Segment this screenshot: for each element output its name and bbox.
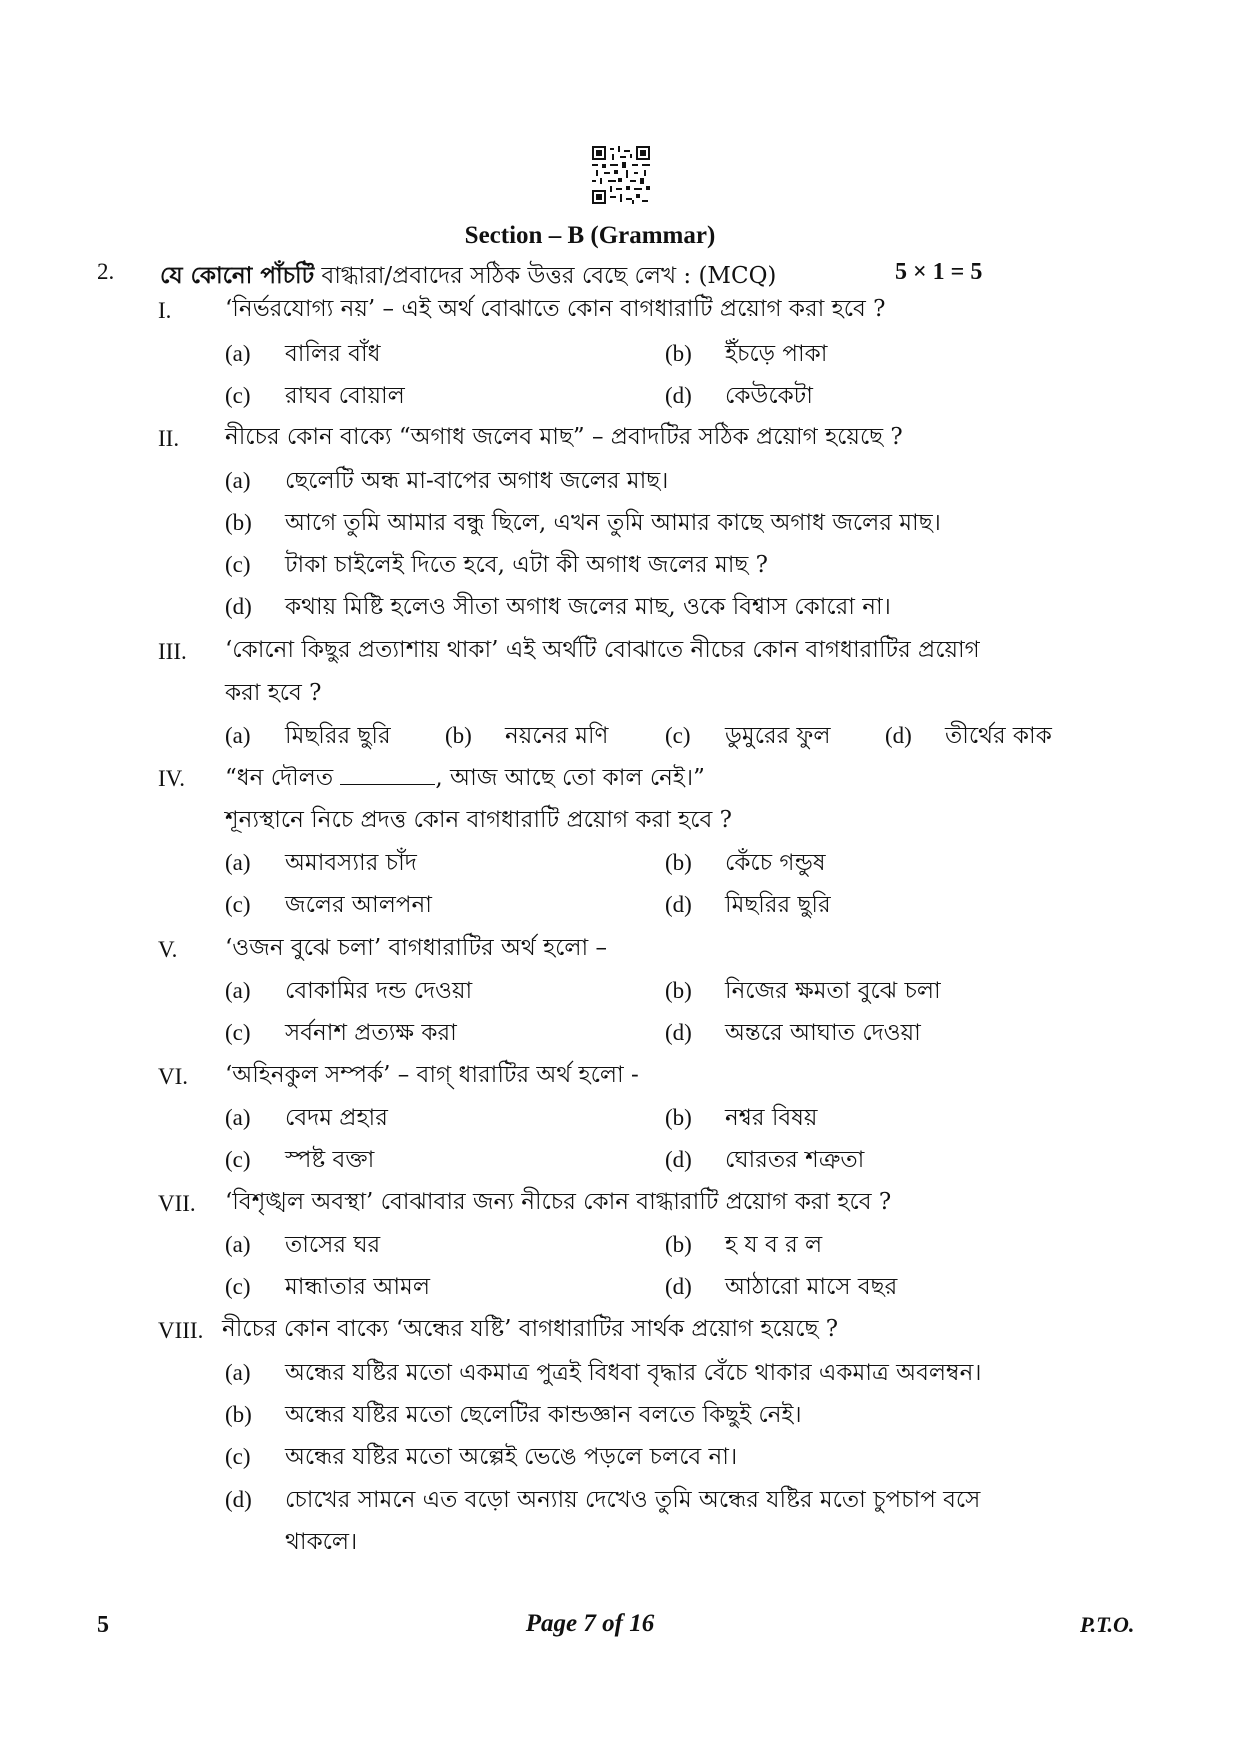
option: (d) তীর্থের কাক (885, 723, 1052, 749)
item-number: VII. (158, 1191, 196, 1216)
qr-code (592, 146, 650, 204)
item-number: V. (158, 937, 178, 962)
item-question: ‘অহিনকুল সম্পর্ক’ – বাগ্ ধারাটির অর্থ হলো - (225, 1062, 639, 1088)
instruction-bold: যে কোনো পাঁচটি (160, 262, 315, 289)
question-marks: 5 × 1 = 5 (895, 259, 983, 285)
fill-blank (340, 762, 435, 785)
item-question: “ধন দৌলত , আজ আছে তো কাল নেই।” (225, 762, 705, 793)
option: (a) ছেলেটি অন্ধ মা-বাপের অগাধ জলের মাছ। (225, 468, 669, 494)
option: (d) আঠারো মাসে বছর (665, 1274, 898, 1300)
item-number: VI. (158, 1064, 189, 1089)
question-instruction (160, 257, 776, 296)
option: (c) টাকা চাইলেই দিতে হবে, এটা কী অগাধ জলের মাছ ? (225, 552, 768, 578)
option: (c) জলের আলপনা (225, 892, 432, 918)
option: (b) আগে তুমি আমার বন্ধু ছিলে, এখন তুমি আমার কাছে অগাধ জলের মাছ। (225, 510, 941, 536)
option: (b) ইঁচড়ে পাকা (665, 341, 828, 367)
item-number: IV. (158, 766, 186, 791)
option: (c) মান্ধাতার আমল (225, 1274, 430, 1300)
item-number: III. (158, 639, 187, 664)
option: (d) কেউকেটা (665, 383, 813, 409)
item-question: ‘ওজন বুঝে চলা’ বাগধারাটির অর্থ হলো – (225, 935, 608, 961)
option: (d) কথায় মিষ্টি হলেও সীতা অগাধ জলের মাছ, ওকে বিশ্বাস কোরো না। (225, 594, 891, 620)
option: (c) স্পষ্ট বক্তা (225, 1147, 375, 1173)
option: (a) বোকামির দন্ড দেওয়া (225, 978, 473, 1004)
option: (b) নশ্বর বিষয় (665, 1105, 818, 1131)
option: (d) মিছরির ছুরি (665, 892, 831, 918)
option: (d) ঘোরতর শত্রুতা (665, 1147, 865, 1173)
option: (b) নিজের ক্ষমতা বুঝে চলা (665, 978, 941, 1004)
option: (c) ডুমুরের ফুল (665, 723, 831, 749)
option: (c) অন্ধের যষ্টির মতো অল্পেই ভেঙে পড়লে চলবে না। (225, 1444, 738, 1470)
option: (b) নয়নের মণি (445, 723, 609, 749)
option: (a) অন্ধের যষ্টির মতো একমাত্র পুত্রই বিধবা বৃদ্ধার বেঁচে থাকার একমাত্র অবলম্বন। (225, 1360, 982, 1386)
option: (b) অন্ধের যষ্টির মতো ছেলেটির কান্ডজ্ঞান বলতে কিছুই নেই। (225, 1402, 802, 1428)
option: (d) চোখের সামনে এত বড়ো অন্যায় দেখেও তুমি অন্ধের যষ্টির মতো চুপচাপ বসে (225, 1487, 981, 1513)
option: (b) কেঁচে গন্ডুষ (665, 850, 826, 876)
section-title: Section – B (Grammar) (464, 222, 716, 249)
footer-code: 5 (97, 1612, 109, 1638)
item-question-cont: করা হবে ? (225, 680, 322, 706)
item-question: ‘কোনো কিছুর প্রত্যাশায় থাকা’ এই অর্থটি বোঝাতে নীচের কোন বাগধারাটির প্রয়োগ (225, 637, 980, 663)
item-number: II. (158, 426, 180, 451)
option: (a) তাসের ঘর (225, 1232, 381, 1258)
option: (a) বেদম প্রহার (225, 1105, 388, 1131)
question-number: 2. (97, 259, 115, 284)
item-number: I. (158, 298, 172, 323)
option: (a) অমাবস্যার চাঁদ (225, 850, 417, 876)
item-question-cont: শূন্যস্থানে নিচে প্রদত্ত কোন বাগধারাটি প্রয়োগ করা হবে ? (225, 807, 732, 833)
item-question: ‘নির্ভরযোগ্য নয়’ – এই অর্থ বোঝাতে কোন বাগধারাটি প্রয়োগ করা হবে ? (225, 296, 886, 322)
option: (c) সর্বনাশ প্রত্যক্ষ করা (225, 1020, 457, 1046)
item-number: VIII. (158, 1318, 204, 1343)
page-number: Page 7 of 16 (525, 1610, 655, 1637)
item-question: ‘বিশৃঙ্খল অবস্থা’ বোঝাবার জন্য নীচের কোন বাগ্ধারাটি প্রয়োগ করা হবে ? (225, 1189, 892, 1215)
option: (b) হ য ব র ল (665, 1232, 823, 1258)
option: (a) বালির বাঁধ (225, 341, 381, 367)
item-question: নীচের কোন বাক্যে ‘অন্ধের যষ্টি’ বাগধারাটির সার্থক প্রয়োগ হয়েছে ? (222, 1316, 839, 1342)
option-cont: থাকলে। (285, 1529, 358, 1555)
option: (c) রাঘব বোয়াল (225, 383, 405, 409)
option: (d) অন্তরে আঘাত দেওয়া (665, 1020, 921, 1046)
pto-label: P.T.O. (1080, 1612, 1135, 1637)
instruction-rest: বাগ্ধারা/প্রবাদের সঠিক উত্তর বেছে লেখ : (MCQ) (314, 263, 777, 289)
item-question: নীচের কোন বাক্যে “অগাধ জলেব মাছ” – প্রবাদটির সঠিক প্রয়োগ হয়েছে ? (225, 424, 903, 450)
option: (a) মিছরির ছুরি (225, 723, 391, 749)
